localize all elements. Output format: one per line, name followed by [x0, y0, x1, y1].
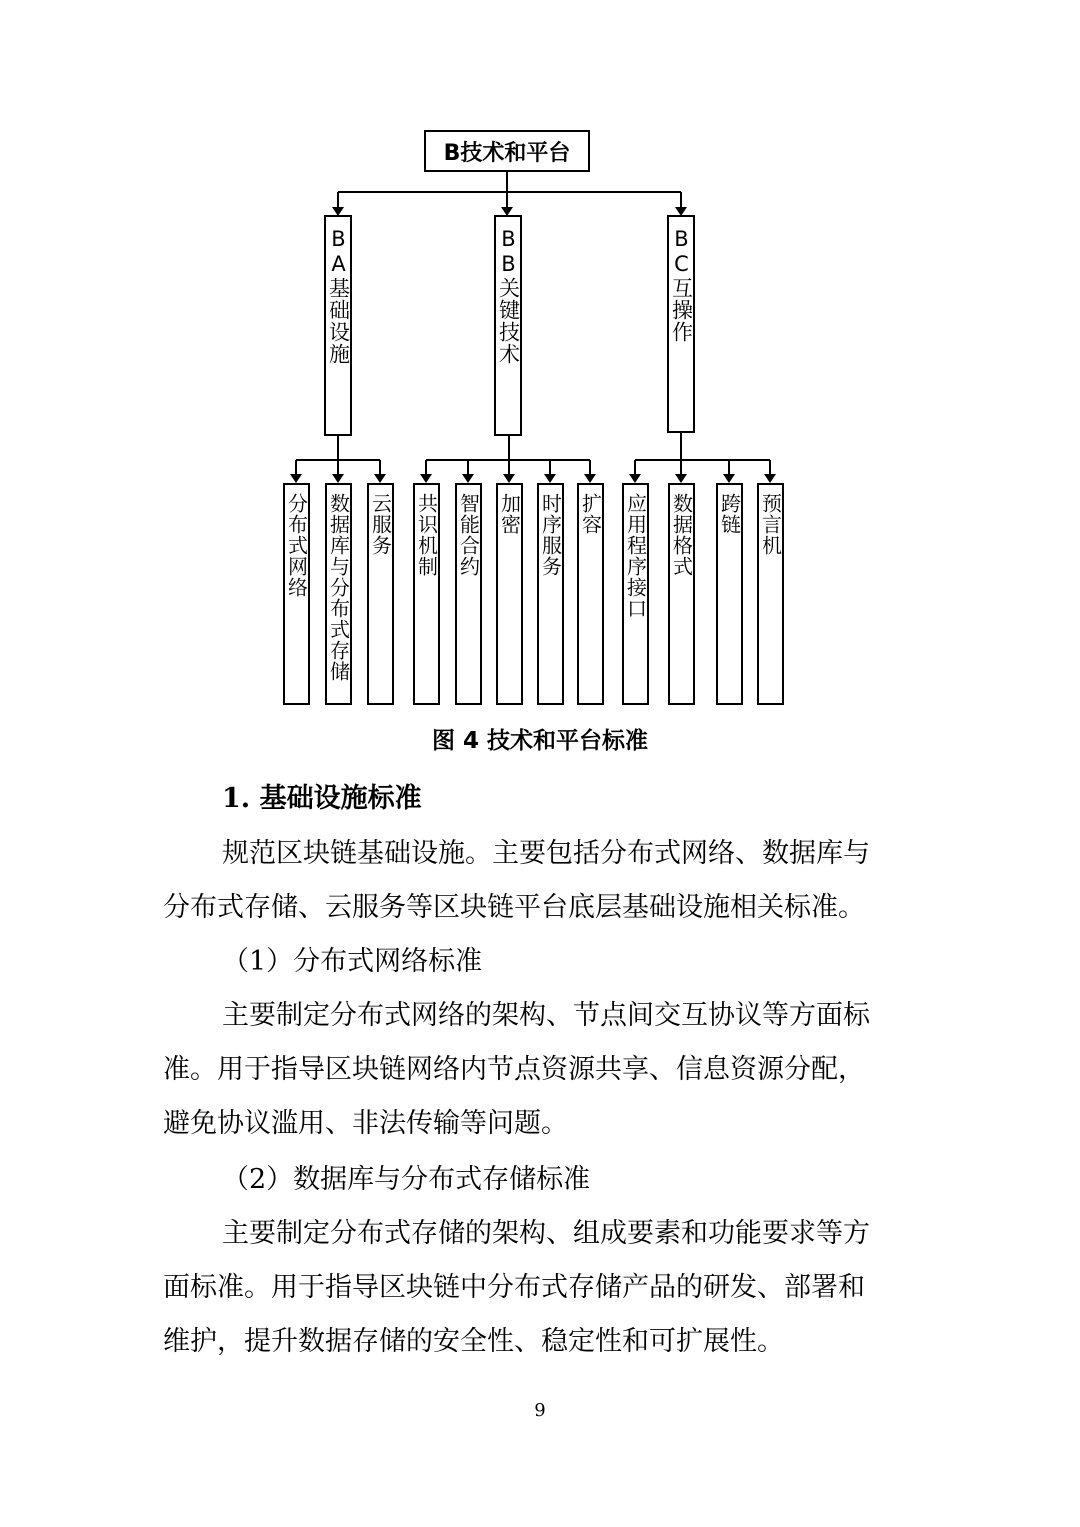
leaf-label: 扩容 — [578, 493, 603, 535]
category-label: BA基础设施 — [326, 227, 351, 365]
leaf-node — [455, 483, 482, 705]
category-label: BB关键技术 — [496, 227, 521, 365]
leaf-label: 跨链 — [717, 493, 742, 535]
leaf-label: 数据库与分布式存储 — [326, 493, 351, 682]
leaf-node — [413, 483, 440, 705]
leaf-node — [367, 483, 394, 705]
paragraph-line: 主要制定分布式网络的架构、节点间交互协议等方面标 — [222, 1000, 870, 1031]
leaf-node — [668, 483, 695, 705]
leaf-node — [757, 483, 784, 705]
category-node-key-tech — [494, 215, 522, 436]
paragraph-line: 维护，提升数据存储的安全性、稳定性和可扩展性。 — [163, 1326, 784, 1357]
leaf-label: 预言机 — [758, 493, 783, 556]
root-node: B技术和平台 — [424, 130, 590, 172]
category-label: BC互操作 — [669, 227, 694, 343]
figure-caption: 图 4 技术和平台标准 — [431, 728, 649, 754]
paragraph-line: 避免协议滥用、非法传输等问题。 — [163, 1108, 568, 1139]
subsection-heading: （1）分布式网络标准 — [222, 946, 483, 977]
leaf-node — [496, 483, 523, 705]
leaf-label: 云服务 — [368, 493, 393, 556]
leaf-label: 应用程序接口 — [623, 493, 648, 619]
leaf-node — [577, 483, 604, 705]
paragraph-line: 准。用于指导区块链网络内节点资源共享、信息资源分配， — [163, 1054, 865, 1085]
leaf-label: 加密 — [497, 493, 522, 535]
leaf-node — [537, 483, 564, 705]
category-node-interop — [667, 215, 695, 433]
page-number: 9 — [534, 1400, 546, 1421]
category-node-infrastructure — [324, 215, 352, 436]
leaf-label: 数据格式 — [669, 493, 694, 577]
leaf-label: 分布式网络 — [284, 493, 309, 598]
paragraph-line: 主要制定分布式存储的架构、组成要素和功能要求等方 — [222, 1218, 870, 1249]
leaf-label: 智能合约 — [456, 493, 481, 577]
leaf-node — [716, 483, 743, 705]
paragraph-line: 规范区块链基础设施。主要包括分布式网络、数据库与 — [222, 838, 870, 869]
paragraph-line: 面标准。用于指导区块链中分布式存储产品的研发、部署和 — [163, 1272, 865, 1303]
leaf-label: 共识机制 — [414, 493, 439, 577]
leaf-node — [622, 483, 649, 705]
paragraph-line: 分布式存储、云服务等区块链平台底层基础设施相关标准。 — [163, 892, 865, 923]
leaf-label: 时序服务 — [538, 493, 563, 577]
leaf-node — [325, 483, 352, 705]
section-heading: 1. 基础设施标准 — [222, 783, 422, 814]
subsection-heading: （2）数据库与分布式存储标准 — [222, 1164, 591, 1195]
leaf-node — [283, 483, 310, 705]
